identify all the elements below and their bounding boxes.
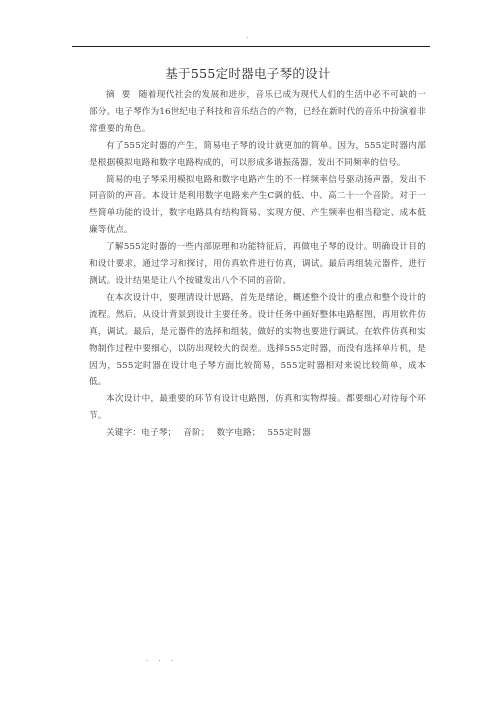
body-paragraph: 本次设计中，最重要的环节有设计电路图，仿真和实物焊接。都要细心对待每个环节。 [89, 394, 426, 422]
abstract-text: 随着现代社会的发展和进步，音乐已成为现代人们的生活中必不可缺的一部分。电子琴作为16世纪电子科技和音乐结合的产物，已经在新时代的音乐中扮演着非常重要的角色。 [89, 90, 427, 134]
body-paragraph: 了解555定时器的一些内部原理和功能特征后，再做电子琴的设计。明确设计目的和设计要求，通过学习和探讨，用仿真软件进行仿真，调试。最后再组装元器件，进行测试。设计结果是让八个按键发出八个不同的音阶。 [89, 242, 426, 286]
body-paragraph: 简易的电子琴采用模拟电路和数字电路产生的不一样频率信号驱动扬声器，发出不同音阶的声音。本设计是利用数字电路来产生C调的低、中、高二十一个音阶。对于一些简单功能的设计，数字电路具有结构简易、实现方便、产生频率也相当稳定、成本低廉等优点。 [89, 174, 426, 236]
keywords-line: 关键字：电子琴； 音阶； 数字电路； 555定时器 [106, 428, 311, 439]
abstract-paragraph [89, 87, 426, 138]
header-mark: . [246, 32, 249, 40]
footer-mark: . . . [146, 655, 178, 663]
document-body [89, 87, 426, 442]
header-rule [72, 46, 430, 47]
document-title: 基于555定时器电子琴的设计 [165, 66, 331, 81]
body-paragraph: 在本次设计中，要理清设计思路，首先是绪论，概述整个设计的重点和整个设计的流程。然后，从设计背景到设计主要任务。设计任务中画好整体电路框图，再用软件仿真，调试。最后，是元器件的选择和组装，做好的实物也要进行调试。在软件仿真和实物制作过程中要细心，以防出现较大的误差。选择555定时器，而没有选择单片机，是因为，555定时器在设计电子琴方面比较简易，555定时器相对来说比较简单，成本低。 [89, 292, 426, 388]
abstract-label: 摘 要 [106, 90, 133, 100]
body-paragraph: 有了555定时器的产生，简易电子琴的设计就更加的简单。因为，555定时器内部是根据模拟电路和数字电路构成的，可以形成多谐振荡器，发出不同频率的信号。 [89, 140, 426, 168]
